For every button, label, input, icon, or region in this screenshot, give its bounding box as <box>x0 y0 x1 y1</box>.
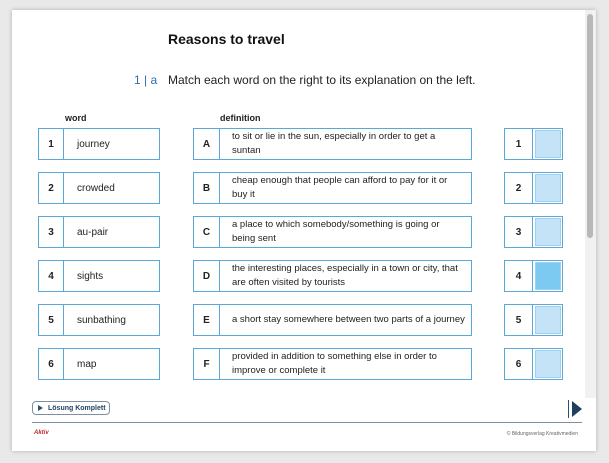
word-text: au-pair <box>77 226 109 238</box>
definition-text: cheap enough that people can afford to pay for it or buy it <box>232 175 448 200</box>
definition-text: a short stay somewhere between two parts of a journey <box>232 314 465 325</box>
definition-letter: E <box>194 305 220 335</box>
definition-letter: B <box>194 173 220 203</box>
definition-text: to sit or lie in the sun, especially in order to get a suntan <box>232 131 436 156</box>
word-card <box>38 260 160 292</box>
copyright-text: © Bildungsverlag Kreativmedien <box>506 431 578 437</box>
answer-box <box>504 172 563 204</box>
exercise-row <box>32 304 582 338</box>
word-card <box>38 304 160 336</box>
definition-letter: D <box>194 261 220 291</box>
definition-card <box>193 128 472 160</box>
exercise-row <box>32 260 582 294</box>
answer-drop-slot[interactable] <box>535 262 561 290</box>
definition-column-header: definition <box>220 113 261 123</box>
answer-number: 5 <box>505 305 533 335</box>
word-number: 2 <box>39 173 64 203</box>
answer-box <box>504 216 563 248</box>
answer-number: 4 <box>505 261 533 291</box>
word-card <box>38 216 160 248</box>
word-text: crowded <box>77 182 115 194</box>
answer-box <box>504 128 563 160</box>
answer-drop-slot[interactable] <box>535 130 561 158</box>
footer-divider <box>32 422 582 423</box>
word-text: journey <box>77 138 110 150</box>
exercise-row <box>32 172 582 206</box>
definition-text: a place to which somebody/something is going or being sent <box>232 219 440 244</box>
task-instruction: Match each word on the right to its explanation on the left. <box>168 73 476 87</box>
answer-drop-slot[interactable] <box>535 306 561 334</box>
word-text: map <box>77 358 97 370</box>
word-number: 6 <box>39 349 64 379</box>
task-number: 1 | a <box>134 73 158 87</box>
word-text: sights <box>77 270 104 282</box>
exercise-row <box>32 216 582 250</box>
answer-number: 1 <box>505 129 533 159</box>
divider <box>568 400 569 418</box>
definition-card <box>193 348 472 380</box>
word-number: 4 <box>39 261 64 291</box>
answer-drop-slot[interactable] <box>535 174 561 202</box>
publisher-logo: Aktiv <box>34 430 49 436</box>
exercise-window <box>12 10 596 451</box>
answer-number: 6 <box>505 349 533 379</box>
word-column-header: word <box>65 113 87 123</box>
vertical-scrollbar[interactable] <box>585 10 596 398</box>
definition-card <box>193 260 472 292</box>
play-next-icon <box>572 401 582 417</box>
scrollbar-thumb[interactable] <box>587 14 593 238</box>
definition-card <box>193 216 472 248</box>
answer-drop-slot[interactable] <box>535 218 561 246</box>
exercise-scroll-area[interactable] <box>32 122 582 390</box>
answer-box <box>504 260 563 292</box>
word-card <box>38 128 160 160</box>
answer-drop-slot[interactable] <box>535 350 561 378</box>
exercise-row <box>32 128 582 162</box>
definition-letter: C <box>194 217 220 247</box>
definition-card <box>193 304 472 336</box>
page-title: Reasons to travel <box>168 31 285 47</box>
definition-card <box>193 172 472 204</box>
definition-letter: A <box>194 129 220 159</box>
word-card <box>38 172 160 204</box>
answer-number: 2 <box>505 173 533 203</box>
next-page-button[interactable] <box>568 400 582 418</box>
show-solution-label: Lösung Komplett <box>48 404 106 412</box>
word-text: sunbathing <box>77 314 126 326</box>
definition-letter: F <box>194 349 220 379</box>
answer-number: 3 <box>505 217 533 247</box>
answer-box <box>504 348 563 380</box>
show-solution-button[interactable] <box>32 401 110 415</box>
word-card <box>38 348 160 380</box>
exercise-row <box>32 348 582 382</box>
definition-text: the interesting places, especially in a town or city, that are often visited by tourists <box>232 263 458 288</box>
definition-text: provided in addition to something else in order to improve or complete it <box>232 351 437 376</box>
word-number: 1 <box>39 129 64 159</box>
answer-box <box>504 304 563 336</box>
word-number: 5 <box>39 305 64 335</box>
play-icon <box>38 405 43 411</box>
word-number: 3 <box>39 217 64 247</box>
